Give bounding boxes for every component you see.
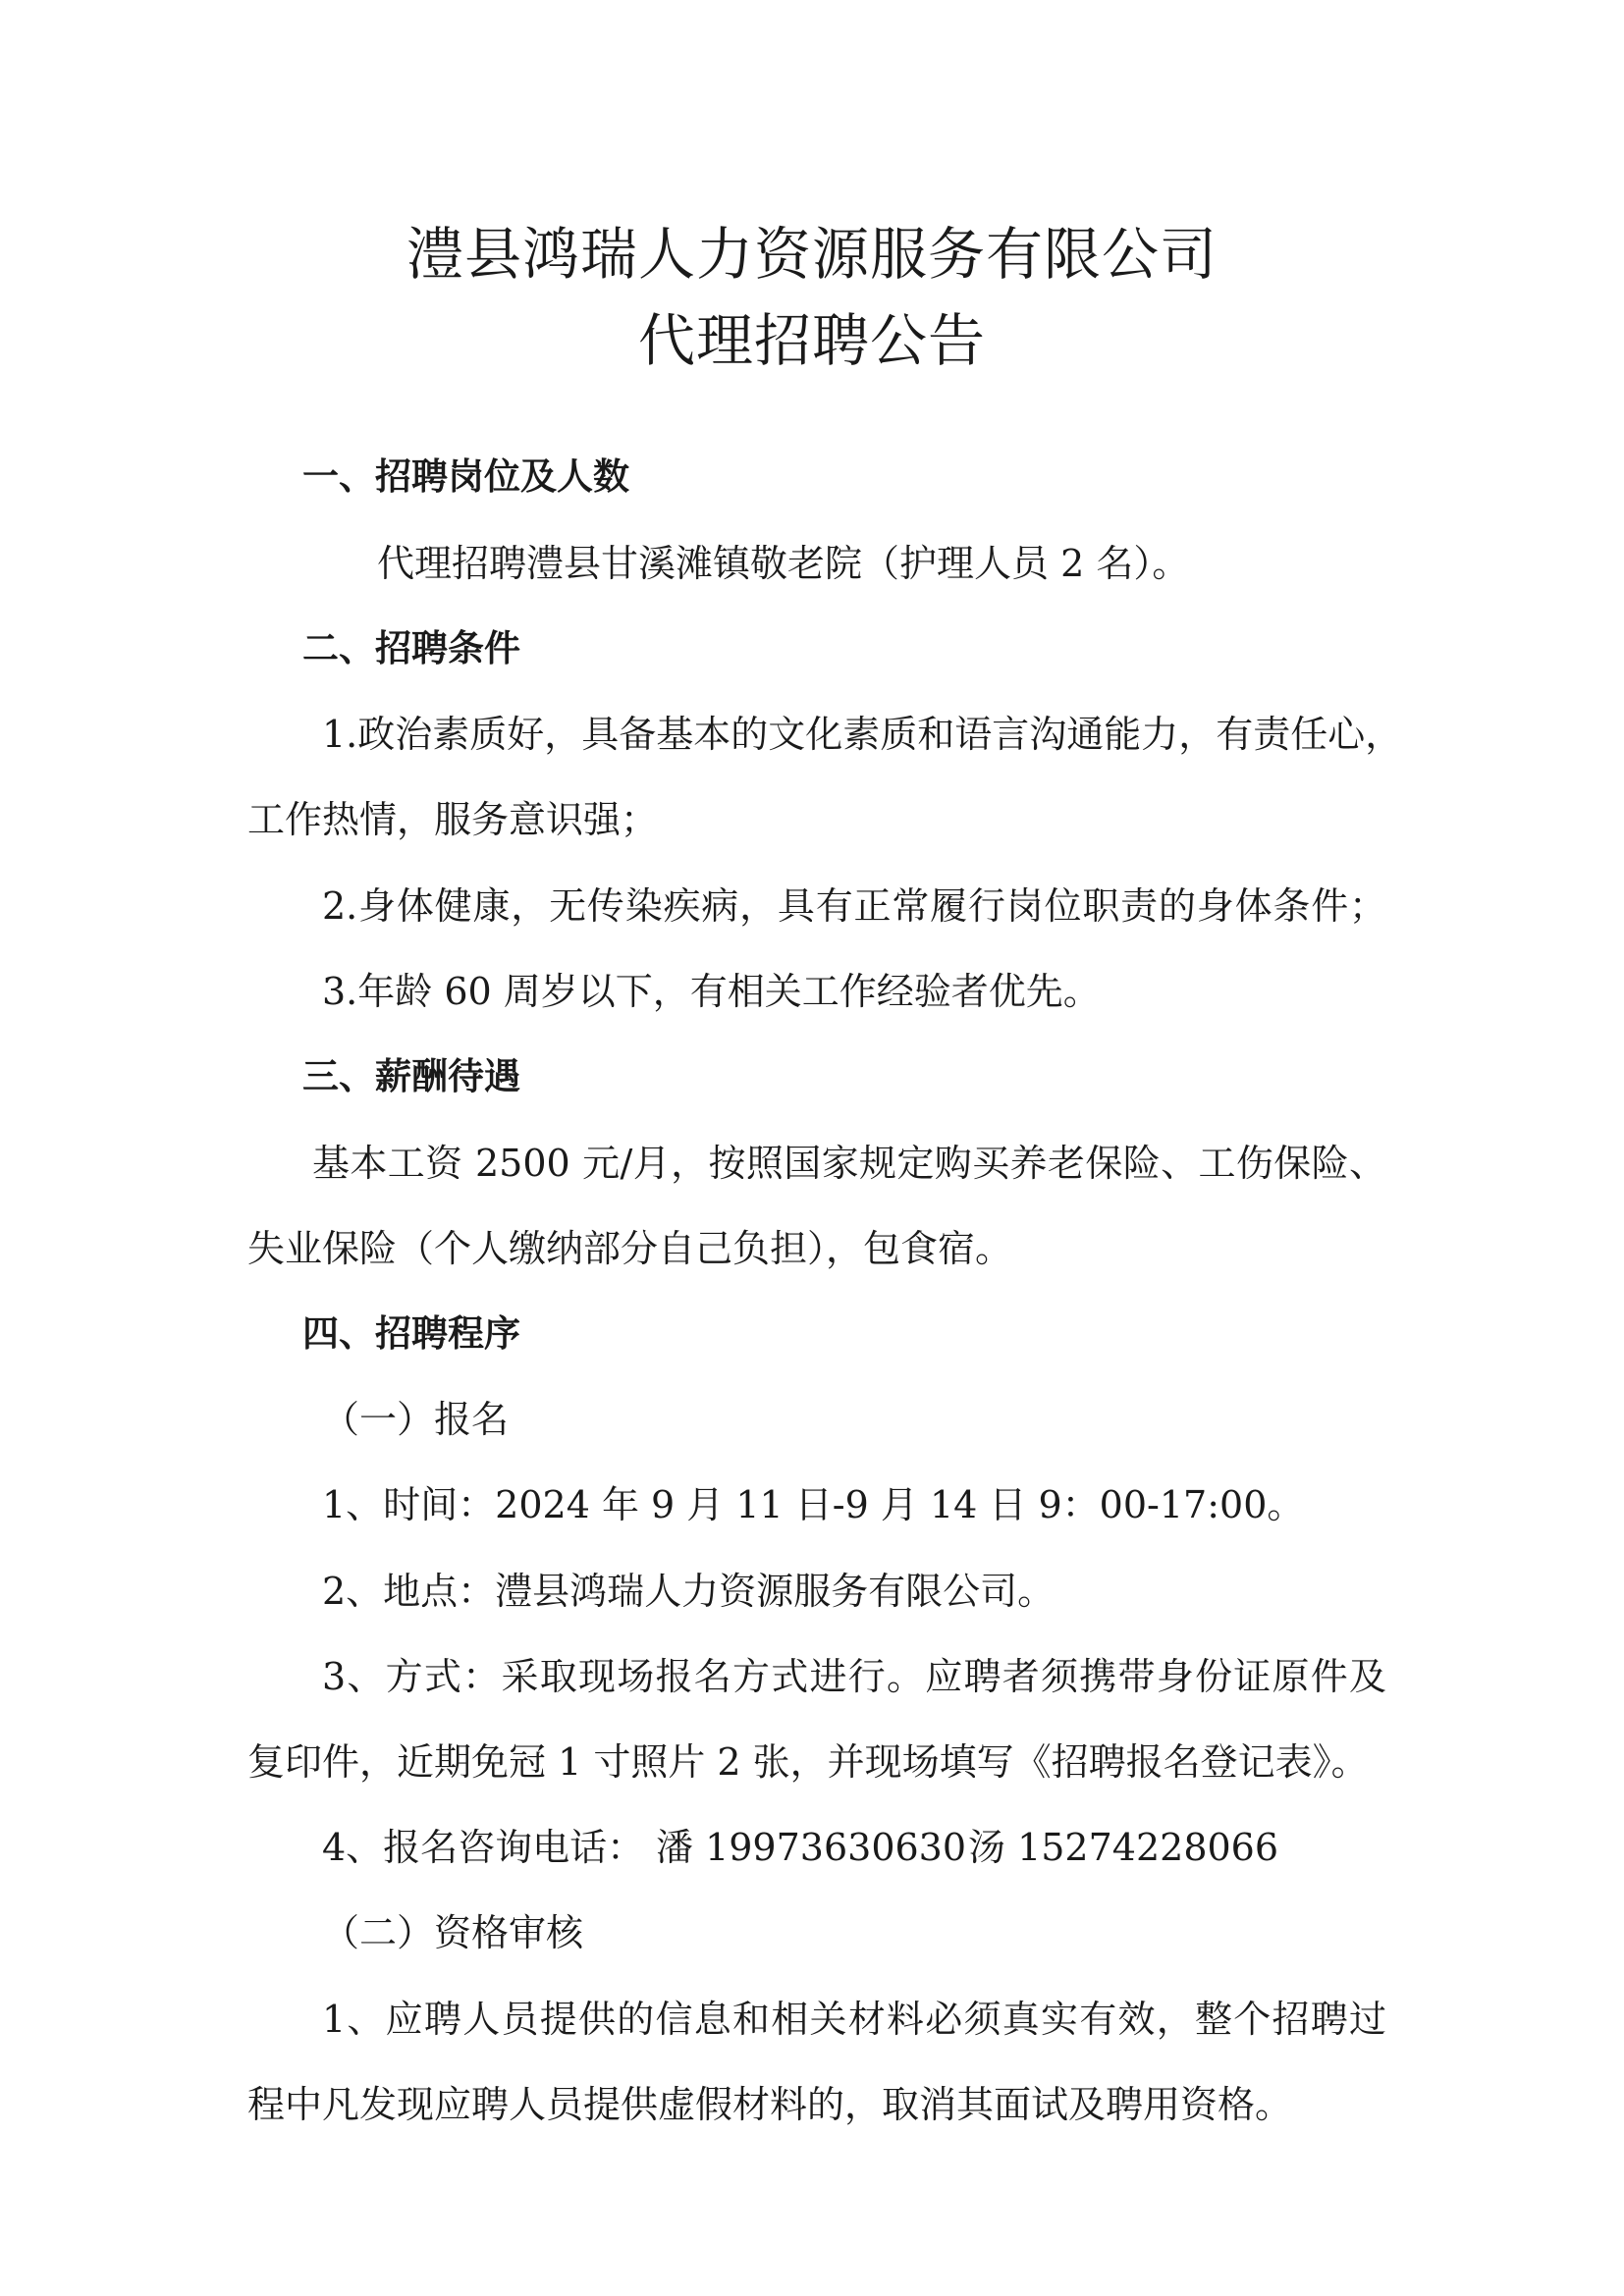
section2-item2: 2.身体健康，无传染疾病，具有正常履行岗位职责的身体条件； (322, 884, 1386, 928)
registration-place: 2、地点：澧县鸿瑞人力资源服务有限公司。 (322, 1570, 1056, 1613)
section2-item1-line2: 工作热情，服务意识强； (247, 798, 659, 841)
registration-method-line1: 3、方式：采取现场报名方式进行。应聘者须携带身份证原件及 (322, 1655, 1386, 1698)
review-line2: 程中凡发现应聘人员提供虚假材料的，取消其面试及聘用资格。 (247, 2083, 1293, 2126)
section2-item3: 3.年龄 60 周岁以下，有相关工作经验者优先。 (322, 970, 1101, 1013)
section4-sub2-heading: （二）资格审核 (322, 1911, 584, 1954)
section3-line1: 基本工资 2500 元/月，按照国家规定购买养老保险、工伤保险、 (312, 1142, 1386, 1185)
section4-sub1-heading: （一）报名 (322, 1398, 510, 1441)
section3-line2: 失业保险（个人缴纳部分自己负担），包食宿。 (247, 1227, 1013, 1270)
section1-heading: 一、招聘岗位及人数 (302, 455, 629, 498)
registration-time: 1、时间：2024 年 9 月 11 日-9 月 14 日 9：00-17:00。 (322, 1483, 1305, 1526)
document-title-notice: 代理招聘公告 (637, 307, 986, 374)
section2-item1-line1: 1.政治素质好，具备基本的文化素质和语言沟通能力，有责任心， (322, 713, 1403, 756)
phone-contact-pan: 潘 19973630630 (656, 1826, 967, 1869)
registration-method-line2: 复印件，近期免冠 1 寸照片 2 张，并现场填写《招聘报名登记表》。 (247, 1740, 1369, 1784)
section1-body: 代理招聘澧县甘溪滩镇敬老院（护理人员 2 名）。 (377, 542, 1190, 585)
registration-phone-row (322, 1826, 1279, 1869)
section4-heading: 四、招聘程序 (302, 1312, 520, 1355)
document-title-company: 澧县鸿瑞人力资源服务有限公司 (406, 221, 1218, 288)
phone-contact-tang: 汤 15274228066 (968, 1826, 1279, 1869)
review-line1: 1、应聘人员提供的信息和相关材料必须真实有效，整个招聘过 (322, 1998, 1386, 2041)
phone-label: 4、报名咨询电话： (322, 1826, 645, 1869)
section3-heading: 三、薪酬待遇 (302, 1055, 520, 1097)
section2-heading: 二、招聘条件 (302, 627, 520, 669)
